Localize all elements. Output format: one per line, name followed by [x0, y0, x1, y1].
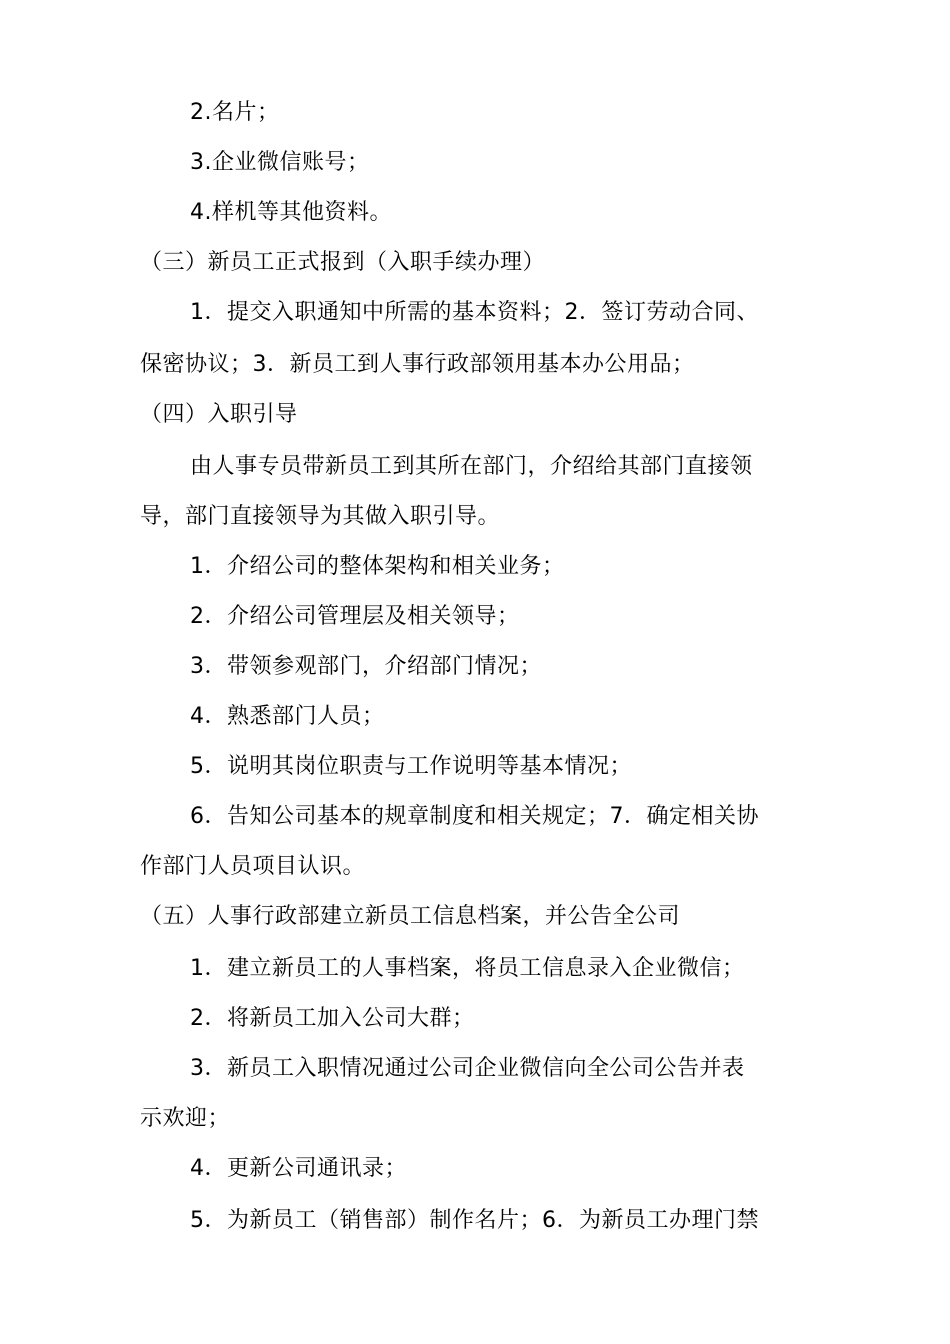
paragraph-line: 保密协议；3．新员工到人事行政部领用基本办公用品；	[140, 352, 695, 377]
section-heading-3: （三）新员工正式报到（入职手续办理）	[140, 250, 546, 275]
list-item-business-card: 2.名片；	[190, 100, 280, 125]
paragraph-line: 由人事专员带新员工到其所在部门，介绍给其部门直接领	[190, 454, 753, 479]
list-item: 3．带领参观部门，介绍部门情况；	[190, 654, 542, 679]
section-heading-5: （五）人事行政部建立新员工信息档案，并公告全公司	[140, 904, 681, 929]
section-heading-4: （四）入职引导	[140, 402, 298, 427]
list-item: 1．建立新员工的人事档案，将员工信息录入企业微信；	[190, 956, 745, 981]
list-item: 4．熟悉部门人员；	[190, 704, 385, 729]
list-item-wechat-account: 3.企业微信账号；	[190, 150, 370, 175]
paragraph-line: 1．提交入职通知中所需的基本资料；2．签订劳动合同、	[190, 300, 759, 325]
list-item: 2．介绍公司管理层及相关领导；	[190, 604, 520, 629]
list-item: 5．说明其岗位职责与工作说明等基本情况；	[190, 754, 632, 779]
list-item: 4．更新公司通讯录；	[190, 1156, 407, 1181]
list-item: 5．为新员工（销售部）制作名片；6．为新员工办理门禁	[190, 1208, 759, 1233]
list-item: 1．介绍公司的整体架构和相关业务；	[190, 554, 565, 579]
paragraph-line: 导，部门直接领导为其做入职引导。	[140, 504, 501, 529]
list-item-sample-materials: 4.样机等其他资料。	[190, 200, 392, 225]
list-item: 2．将新员工加入公司大群；	[190, 1006, 475, 1031]
paragraph-line: 作部门人员项目认识。	[140, 854, 366, 879]
list-item: 3．新员工入职情况通过公司企业微信向全公司公告并表	[190, 1056, 745, 1081]
list-item: 6．告知公司基本的规章制度和相关规定；7．确定相关协	[190, 804, 759, 829]
paragraph-line: 示欢迎；	[140, 1106, 231, 1131]
